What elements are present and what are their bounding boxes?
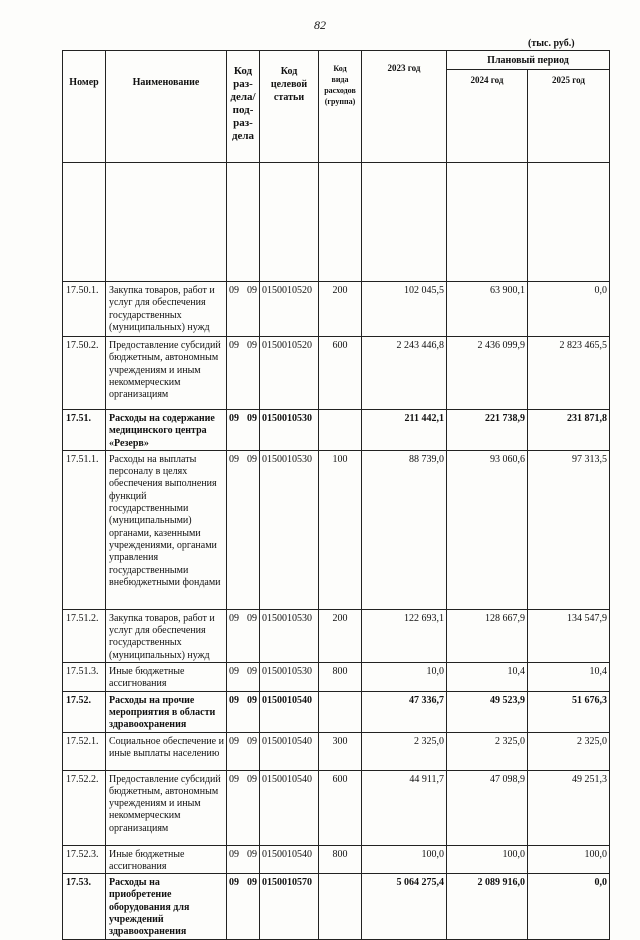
row-name: Предоставление субсидий бюджетным, автономным учреждениям и иным некоммерческим организациям [106,337,227,410]
row-razdel [227,874,260,939]
header-razdel: Код раз- дела/ под- раз- дела [227,51,260,163]
header-expense-type: Код вида расходов (группа) [319,51,362,163]
row-2025: 0,0 [528,282,610,337]
row-razdel [227,282,260,337]
budget-table [62,50,610,940]
row-number: 17.52.2. [63,770,106,845]
row-number: 17.51.2. [63,609,106,662]
row-2024: 2 436 099,9 [447,337,528,410]
row-2024: 93 060,6 [447,450,528,609]
row-target-code: 0150010540 [260,770,319,845]
row-target-code: 0150010520 [260,282,319,337]
razdel-code: 09 [229,453,239,465]
razdel-code: 09 [229,285,239,296]
row-2023: 2 243 446,8 [362,337,447,410]
podrazdel-code: 09 [247,666,257,678]
razdel-code: 09 [229,848,239,860]
row-number: 17.52. [63,691,106,732]
podrazdel-code: 09 [247,285,257,296]
header-target-code: Код целевой статьи [260,51,319,163]
table-row [63,282,610,337]
row-razdel [227,770,260,845]
row-razdel [227,845,260,874]
table-row [63,609,610,662]
row-expense-type [319,691,362,732]
row-name: Иные бюджетные ассигнования [106,663,227,692]
row-name: Предоставление субсидий бюджетным, автономным учреждениям и иным некоммерческим организациям [106,770,227,845]
row-2023: 5 064 275,4 [362,874,447,939]
row-expense-type: 600 [319,337,362,410]
row-2025: 51 676,3 [528,691,610,732]
row-2023: 47 336,7 [362,691,447,732]
row-target-code: 0150010530 [260,450,319,609]
row-2023: 102 045,5 [362,282,447,337]
table-row [63,691,610,732]
header-plan-period: Плановый период [447,51,610,70]
row-expense-type: 800 [319,663,362,692]
row-number: 17.50.2. [63,337,106,410]
row-expense-type [319,874,362,939]
podrazdel-code: 09 [247,877,257,889]
row-expense-type: 100 [319,450,362,609]
table-row [63,874,610,939]
row-2024: 10,4 [447,663,528,692]
row-expense-type: 200 [319,609,362,662]
row-name: Иные бюджетные ассигнования [106,845,227,874]
razdel-code: 09 [229,340,239,351]
row-2025: 97 313,5 [528,450,610,609]
row-number: 17.52.1. [63,732,106,770]
header-2023: 2023 год [362,51,447,163]
row-number: 17.51.3. [63,663,106,692]
razdel-code: 09 [229,666,239,678]
table-row [63,770,610,845]
row-2024: 128 667,9 [447,609,528,662]
row-number: 17.50.1. [63,282,106,337]
row-expense-type: 200 [319,282,362,337]
row-2024: 221 738,9 [447,410,528,451]
podrazdel-code: 09 [247,773,257,785]
row-name: Расходы на выплаты персоналу в целях обеспечения выполнения функций государственными (муниципальными) органами, казенными учреждениями, органами управления государственными внебюджетными фондами [106,450,227,609]
podrazdel-code: 09 [247,340,257,351]
podrazdel-code: 09 [247,453,257,465]
row-name: Закупка товаров, работ и услуг для обеспечения государственных (муниципальных) нужд [106,609,227,662]
row-target-code: 0150010530 [260,410,319,451]
row-target-code: 0150010540 [260,691,319,732]
table-row [63,845,610,874]
razdel-code: 09 [229,694,239,706]
row-2025: 100,0 [528,845,610,874]
row-number: 17.51. [63,410,106,451]
row-2025: 10,4 [528,663,610,692]
row-2023: 88 739,0 [362,450,447,609]
row-name: Расходы на прочие мероприятия в области здравоохранения [106,691,227,732]
row-razdel [227,337,260,410]
row-target-code: 0150010540 [260,845,319,874]
razdel-code: 09 [229,735,239,747]
row-target-code: 0150010540 [260,732,319,770]
row-2024: 63 900,1 [447,282,528,337]
row-name: Расходы на приобретение оборудования для учреждений здравоохранения [106,874,227,939]
row-name: Расходы на содержание медицинского центра «Резерв» [106,410,227,451]
row-target-code: 0150010530 [260,609,319,662]
row-2023: 211 442,1 [362,410,447,451]
row-2025: 134 547,9 [528,609,610,662]
row-2024: 47 098,9 [447,770,528,845]
row-2025: 49 251,3 [528,770,610,845]
podrazdel-code: 09 [247,848,257,860]
table-row [63,450,610,609]
row-expense-type: 600 [319,770,362,845]
row-2023: 2 325,0 [362,732,447,770]
row-number: 17.52.3. [63,845,106,874]
page-number: 82 [314,18,326,32]
podrazdel-code: 09 [247,694,257,706]
row-2024: 49 523,9 [447,691,528,732]
header-row [63,51,610,70]
row-razdel [227,450,260,609]
row-2023: 100,0 [362,845,447,874]
podrazdel-code: 09 [247,413,257,424]
razdel-code: 09 [229,413,239,424]
table-row [63,732,610,770]
row-name: Социальное обеспечение и иные выплаты населению [106,732,227,770]
blank-row [63,163,610,282]
row-2023: 10,0 [362,663,447,692]
units-label: (тыс. руб.) [528,38,575,49]
row-2023: 122 693,1 [362,609,447,662]
row-target-code: 0150010570 [260,874,319,939]
row-expense-type: 300 [319,732,362,770]
row-razdel [227,691,260,732]
header-number: Номер [63,51,106,163]
row-2025: 0,0 [528,874,610,939]
row-2023: 44 911,7 [362,770,447,845]
row-target-code: 0150010530 [260,663,319,692]
row-2024: 2 325,0 [447,732,528,770]
row-expense-type: 800 [319,845,362,874]
table-row [63,663,610,692]
row-razdel [227,663,260,692]
razdel-code: 09 [229,773,239,785]
row-target-code: 0150010520 [260,337,319,410]
header-name: Наименование [106,51,227,163]
row-razdel [227,732,260,770]
row-number: 17.51.1. [63,450,106,609]
header-2025: 2025 год [528,70,610,163]
row-razdel [227,609,260,662]
row-name: Закупка товаров, работ и услуг для обеспечения государственных (муниципальных) нужд [106,282,227,337]
row-2025: 2 823 465,5 [528,337,610,410]
podrazdel-code: 09 [247,612,257,624]
header-2024: 2024 год [447,70,528,163]
row-2025: 2 325,0 [528,732,610,770]
razdel-code: 09 [229,877,239,889]
row-expense-type [319,410,362,451]
table-row [63,337,610,410]
table-row [63,410,610,451]
row-2024: 2 089 916,0 [447,874,528,939]
row-number: 17.53. [63,874,106,939]
podrazdel-code: 09 [247,735,257,747]
row-razdel [227,410,260,451]
row-2024: 100,0 [447,845,528,874]
razdel-code: 09 [229,612,239,624]
row-2025: 231 871,8 [528,410,610,451]
